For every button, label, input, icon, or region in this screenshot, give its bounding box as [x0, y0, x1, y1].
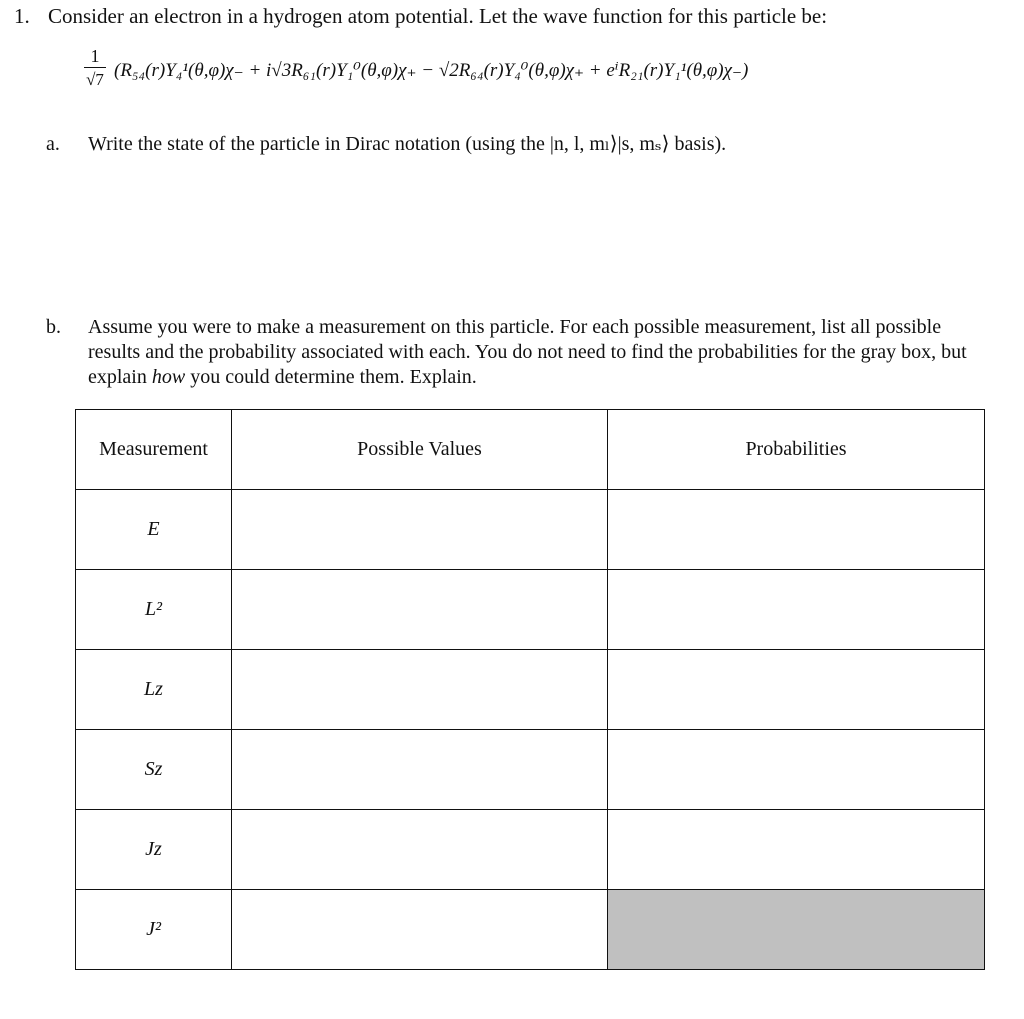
header-possible-values: Possible Values [232, 410, 608, 490]
part-a-label: a. [46, 133, 60, 155]
probabilities-cell[interactable] [608, 570, 985, 650]
fraction-denominator: √7 [86, 70, 104, 89]
part-b-emphasis: how [151, 366, 186, 388]
probabilities-cell[interactable] [608, 490, 985, 570]
question-number: 1. [14, 4, 30, 28]
fraction-numerator: 1 [90, 46, 100, 66]
measurement-table [75, 409, 985, 970]
part-b [46, 315, 986, 390]
probabilities-cell[interactable] [608, 730, 985, 810]
part-b-label: b. [46, 316, 61, 338]
table-row [76, 730, 985, 810]
measurement-cell: J² [76, 890, 232, 970]
table-header-row [76, 410, 985, 490]
equation-expression: (R₅₄(r)Y₄¹(θ,φ)χ₋ + i√3R₆₁(r)Y₁⁰(θ,φ)χ₊ − √2R₆₄(r)Y₄⁰(θ,φ)χ₊ + eⁱR₂₁(r)Y₁¹(θ,φ)χ₋) [114, 60, 749, 81]
measurement-cell: Sz [76, 730, 232, 810]
values-cell[interactable] [232, 810, 608, 890]
measurement-cell: E [76, 490, 232, 570]
probabilities-cell[interactable] [608, 650, 985, 730]
gray-probabilities-cell [608, 890, 985, 970]
part-a-text: Write the state of the particle in Dirac notation (using the |n, l, mₗ⟩|s, mₛ⟩ basis). [88, 133, 727, 155]
values-cell[interactable] [232, 570, 608, 650]
table-row [76, 890, 985, 970]
measurement-cell: L² [76, 570, 232, 650]
table-row [76, 490, 985, 570]
values-cell[interactable] [232, 890, 608, 970]
part-a [46, 131, 726, 156]
question-text: Consider an electron in a hydrogen atom potential. Let the wave function for this particle be: [48, 4, 828, 28]
header-probabilities: Probabilities [608, 410, 985, 490]
values-cell[interactable] [232, 650, 608, 730]
question-heading [14, 4, 827, 29]
table-row [76, 570, 985, 650]
part-b-text: Assume you were to make a measurement on this particle. For each possible measurement, list all possible results and the probability associated with each. You do not need to find the probabilities for the gray box, but explain how you could determine them. Explain. [88, 316, 967, 388]
values-cell[interactable] [232, 490, 608, 570]
values-cell[interactable] [232, 730, 608, 810]
table-row [76, 650, 985, 730]
header-measurement: Measurement [76, 410, 232, 490]
table-row [76, 810, 985, 890]
measurement-cell: Lz [76, 650, 232, 730]
probabilities-cell[interactable] [608, 810, 985, 890]
measurement-cell: Jz [76, 810, 232, 890]
normalization-fraction [82, 46, 108, 91]
